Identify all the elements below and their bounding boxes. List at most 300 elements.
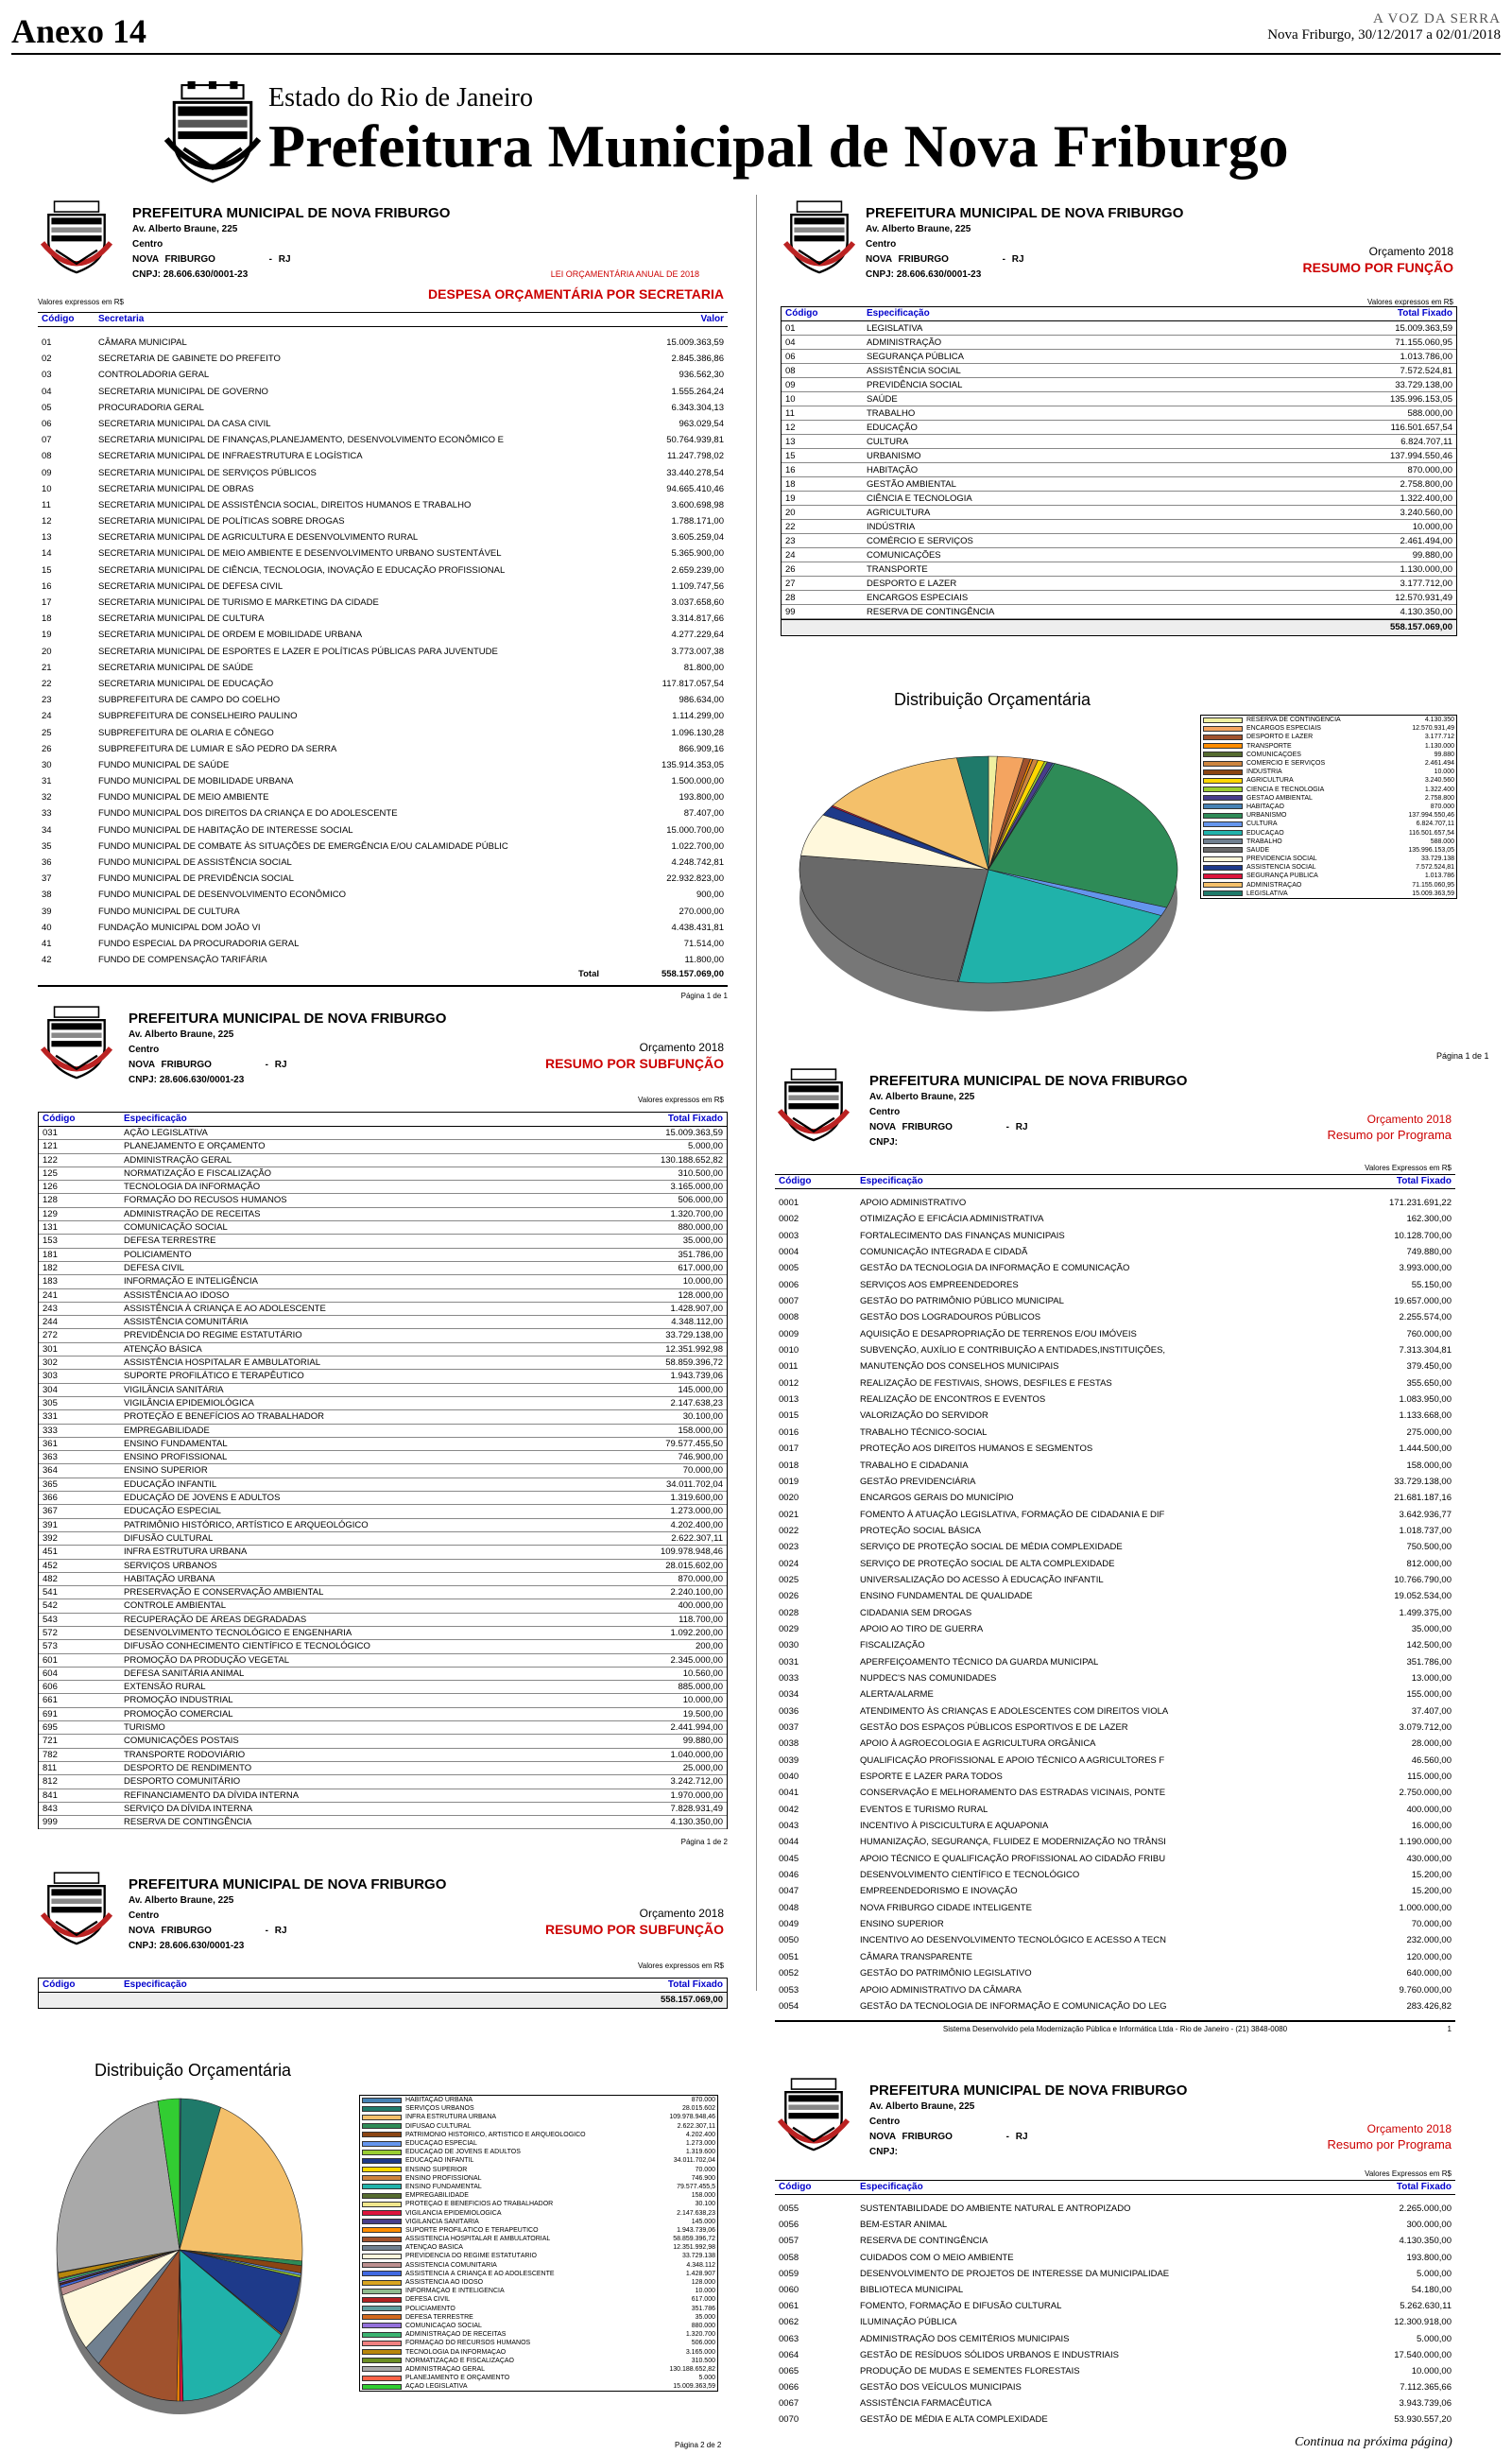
table-row bbox=[38, 595, 728, 611]
row-name: GESTÃO DO PATRIMÔNIO LEGISLATIVO bbox=[860, 1968, 1032, 1979]
row-name: SECRETARIA MUNICIPAL DE AGRICULTURA E DESENVOLVIMENTO RURAL bbox=[98, 532, 419, 544]
table-row bbox=[38, 448, 728, 464]
table-row bbox=[775, 1605, 1455, 1621]
legend-item bbox=[1201, 751, 1456, 759]
row-value: 1.040.000,00 bbox=[670, 1749, 723, 1760]
row-value: 10.000,00 bbox=[1411, 2365, 1452, 2376]
legend-item bbox=[1201, 872, 1456, 880]
row-code: 183 bbox=[43, 1276, 58, 1287]
row-code: 0018 bbox=[779, 1460, 799, 1471]
legend-item bbox=[360, 2339, 717, 2347]
table-row bbox=[775, 1900, 1455, 1916]
row-code: 843 bbox=[43, 1803, 58, 1814]
row-value: 1.022.700,00 bbox=[671, 840, 724, 852]
row-value: 1.133.668,00 bbox=[1399, 1410, 1452, 1422]
legend-swatch bbox=[362, 2262, 402, 2268]
legend-value: 135.996.153,05 bbox=[1408, 846, 1454, 854]
row-code: 0055 bbox=[779, 2203, 799, 2214]
row-name: OTIMIZAÇÃO E EFICÁCIA ADMINISTRATIVA bbox=[860, 1214, 1044, 1225]
row-name: EMPREENDEDORISMO E INOVAÇÃO bbox=[860, 1886, 1018, 1897]
row-name: HABITAÇÃO URBANA bbox=[124, 1573, 215, 1584]
table-row bbox=[39, 1221, 727, 1235]
table-header: Código Especificação Total Fixado bbox=[775, 2180, 1455, 2195]
row-value: 1.444.500,00 bbox=[1399, 1443, 1452, 1455]
legend-swatch bbox=[1203, 873, 1243, 879]
org-name: PREFEITURA MUNICIPAL DE NOVA FRIBURGO bbox=[129, 1011, 447, 1027]
table-row bbox=[38, 789, 728, 805]
row-value: 193.800,00 bbox=[1406, 2252, 1452, 2263]
row-name: EVENTOS E TURISMO RURAL bbox=[860, 1804, 988, 1815]
row-value: 986.634,00 bbox=[679, 695, 724, 706]
row-name: CULTURA bbox=[867, 437, 909, 447]
legend-swatch bbox=[362, 2366, 402, 2372]
row-name: SUBPREFEITURA DE CAMPO DO COELHO bbox=[98, 695, 281, 706]
legend-value: 870.000 bbox=[691, 2097, 715, 2104]
table-row bbox=[775, 2395, 1455, 2411]
row-value: 3.600.698,98 bbox=[671, 499, 724, 510]
row-value: 19.500,00 bbox=[682, 1708, 723, 1720]
legend-label: ASSISTÊNCIA COMUNITÁRIA bbox=[405, 2261, 497, 2269]
legend-swatch bbox=[362, 2280, 402, 2286]
legend-value: 7.572.524,81 bbox=[1416, 864, 1454, 872]
row-value: 270.000,00 bbox=[679, 906, 724, 917]
legend-label: EDUCAÇÃO bbox=[1246, 829, 1284, 837]
row-value: 351.786,00 bbox=[1406, 1656, 1452, 1668]
row-value: 1.190.000,00 bbox=[1399, 1837, 1452, 1848]
row-value: 116.501.657,54 bbox=[1390, 423, 1452, 433]
row-name: SERVIÇO DE PROTEÇÃO SOCIAL DE ALTA COMPLEXIDADE bbox=[860, 1558, 1115, 1569]
pie-chart bbox=[781, 709, 1196, 1021]
table-row bbox=[775, 2363, 1455, 2379]
org-district: Centro bbox=[866, 239, 897, 250]
row-name: UNIVERSALIZAÇÃO DO ACESSO À EDUCAÇÃO INFANTIL bbox=[860, 1574, 1104, 1585]
row-value: 640.000,00 bbox=[1406, 1968, 1452, 1979]
table-row bbox=[39, 1275, 727, 1288]
continue-note: Continua na próxima página) bbox=[1295, 2435, 1452, 2449]
legend-label: RESERVA DE CONTINGÊNCIA bbox=[1246, 717, 1341, 724]
row-code: 0067 bbox=[779, 2398, 799, 2410]
legend-label: COMUNICAÇÕES bbox=[1246, 751, 1301, 758]
row-code: 0062 bbox=[779, 2317, 799, 2328]
legend-label: ADMINISTRAÇÃO GERAL bbox=[405, 2365, 486, 2373]
legend-item bbox=[1201, 724, 1456, 733]
row-code: 08 bbox=[785, 366, 796, 376]
row-name: EMPREGABILIDADE bbox=[124, 1425, 210, 1436]
legend-value: 6.824.707,11 bbox=[1416, 821, 1454, 828]
row-value: 142.500,00 bbox=[1406, 1640, 1452, 1651]
table-row bbox=[775, 1458, 1455, 1474]
row-name: ENCARGOS GERAIS DO MUNICÍPIO bbox=[860, 1493, 1014, 1504]
row-value: 4.277.229,64 bbox=[671, 630, 724, 641]
row-name: FUNDO MUNICIPAL DE DESENVOLVIMENTO ECONÔMICO bbox=[98, 890, 346, 901]
row-name: URBANISMO bbox=[867, 451, 921, 461]
legend-swatch bbox=[362, 2132, 402, 2137]
org-address: Av. Alberto Braune, 225 bbox=[129, 1029, 234, 1040]
row-code: 33 bbox=[42, 808, 52, 820]
table-row bbox=[775, 1753, 1455, 1769]
row-code: 05 bbox=[42, 402, 52, 413]
paper-date: Nova Friburgo, 30/12/2017 a 02/01/2018 bbox=[1267, 27, 1501, 43]
row-code: 452 bbox=[43, 1560, 58, 1571]
row-value: 25.000,00 bbox=[682, 1762, 723, 1773]
legend-swatch bbox=[1203, 769, 1243, 775]
report-header bbox=[38, 1870, 728, 1978]
row-value: 118.700,00 bbox=[679, 1614, 723, 1625]
row-value: 22.932.823,00 bbox=[666, 873, 724, 885]
row-value: 137.994.550,46 bbox=[1389, 451, 1452, 461]
row-value: 7.112.365,66 bbox=[1400, 2382, 1452, 2394]
row-value: 2.750.000,00 bbox=[1399, 1788, 1452, 1799]
row-value: 880.000,00 bbox=[678, 1222, 723, 1234]
row-name: APOIO AO TIRO DE GUERRA bbox=[860, 1623, 984, 1634]
legend-swatch bbox=[362, 2158, 402, 2164]
row-value: 28.015.602,00 bbox=[665, 1560, 723, 1571]
row-name: DESPORTO DE RENDIMENTO bbox=[124, 1762, 252, 1773]
table-row bbox=[775, 1425, 1455, 1441]
row-code: 10 bbox=[42, 483, 52, 494]
legend-value: 1.130.000 bbox=[1424, 742, 1454, 750]
row-value: 4.438.431,81 bbox=[671, 922, 724, 933]
legend-value: 15.009.363,59 bbox=[1412, 890, 1454, 897]
table-row bbox=[38, 351, 728, 367]
table-row bbox=[39, 1668, 727, 1681]
table-row bbox=[782, 435, 1456, 449]
row-code: 0030 bbox=[779, 1640, 799, 1651]
row-code: 606 bbox=[43, 1682, 58, 1693]
legend-item bbox=[360, 2174, 717, 2183]
table-row bbox=[38, 725, 728, 741]
row-name: CONSERVAÇÃO E MELHORAMENTO DAS ESTRADAS VICINAIS, PONTE bbox=[860, 1788, 1166, 1799]
row-value: 232.000,00 bbox=[1406, 1935, 1452, 1946]
legend-swatch bbox=[1203, 865, 1243, 871]
legend-item bbox=[360, 2139, 717, 2148]
table-row bbox=[39, 1181, 727, 1194]
row-value: 812.000,00 bbox=[1406, 1558, 1452, 1569]
row-name: ASSISTÊNCIA SOCIAL bbox=[867, 366, 961, 376]
legend-swatch bbox=[1203, 752, 1243, 757]
row-value: 7.572.524,81 bbox=[1400, 366, 1452, 376]
row-value: 885.000,00 bbox=[678, 1682, 723, 1693]
row-code: 153 bbox=[43, 1236, 58, 1247]
subfuncao-chart bbox=[38, 2061, 737, 2439]
row-value: 128.000,00 bbox=[678, 1289, 723, 1301]
legend-value: 2.758.800 bbox=[1424, 794, 1454, 802]
table-row bbox=[38, 741, 728, 757]
row-code: 0003 bbox=[779, 1230, 799, 1241]
row-code: 364 bbox=[43, 1465, 58, 1477]
row-code: 15 bbox=[42, 564, 52, 576]
row-value: 10.128.700,00 bbox=[1394, 1230, 1452, 1241]
row-value: 87.407,00 bbox=[683, 808, 724, 820]
table-row bbox=[775, 1720, 1455, 1736]
legend-swatch bbox=[362, 2150, 402, 2155]
table-row bbox=[38, 805, 728, 821]
legend-item bbox=[1201, 794, 1456, 803]
row-value: 3.773.007,38 bbox=[671, 646, 724, 657]
row-code: 0028 bbox=[779, 1607, 799, 1618]
table-row bbox=[775, 1883, 1455, 1899]
row-name: SECRETARIA MUNICIPAL DE DEFESA CIVIL bbox=[98, 580, 284, 592]
legend-swatch bbox=[362, 2323, 402, 2328]
table-row bbox=[38, 838, 728, 855]
row-name: ASSISTÊNCIA AO IDOSO bbox=[124, 1289, 230, 1301]
legend-swatch bbox=[362, 2271, 402, 2276]
legend-value: 28.015.602 bbox=[681, 2105, 715, 2113]
row-value: 506.000,00 bbox=[678, 1195, 723, 1206]
row-name: DIFUSÃO CONHECIMENTO CIENTÍFICO E TECNOLÓGICO bbox=[124, 1641, 370, 1652]
row-name: APOIO ADMINISTRATIVO bbox=[860, 1198, 967, 1208]
row-value: 588.000,00 bbox=[1407, 408, 1452, 419]
row-value: 13.000,00 bbox=[1411, 1672, 1452, 1684]
budget-year: Orçamento 2018 bbox=[1366, 2122, 1452, 2135]
row-name: ENCARGOS ESPECIAIS bbox=[867, 593, 969, 603]
row-code: 0007 bbox=[779, 1296, 799, 1307]
row-name: COMUNICAÇÕES bbox=[867, 550, 941, 561]
row-value: 430.000,00 bbox=[1406, 1853, 1452, 1864]
legend-item bbox=[1201, 803, 1456, 811]
page-number: Página 1 de 1 bbox=[680, 991, 728, 1000]
legend-swatch bbox=[1203, 821, 1243, 827]
row-value: 135.996.153,05 bbox=[1389, 394, 1452, 405]
legend-label: SAÚDE bbox=[1246, 846, 1270, 854]
table-row bbox=[775, 1769, 1455, 1785]
legend-value: 33.729.138 bbox=[1420, 855, 1454, 863]
org-name: PREFEITURA MUNICIPAL DE NOVA FRIBURGO bbox=[869, 1073, 1188, 1089]
resumo-por-funcao bbox=[781, 199, 1457, 636]
table-row bbox=[39, 1235, 727, 1248]
table-row bbox=[782, 392, 1456, 406]
org-cnpj: CNPJ: 28.606.630/0001-23 bbox=[132, 269, 249, 280]
table-row bbox=[775, 1523, 1455, 1539]
row-code: 13 bbox=[42, 532, 52, 544]
row-name: SUBVENÇÃO, AUXÍLIO E CONTRIBUIÇÃO A ENTIDADES,INSTITUIÇÕES, bbox=[860, 1345, 1166, 1357]
row-name: NOVA FRIBURGO CIDADE INTELIGENTE bbox=[860, 1902, 1032, 1913]
row-name: COMÉRCIO E SERVIÇOS bbox=[867, 536, 973, 546]
row-code: 0045 bbox=[779, 1853, 799, 1864]
legend-swatch bbox=[362, 2289, 402, 2294]
row-value: 7.828.931,49 bbox=[670, 1803, 723, 1814]
legend-label: AGRICULTURA bbox=[1246, 777, 1294, 785]
legend-swatch bbox=[362, 2332, 402, 2338]
legend-label: TRANSPORTE bbox=[1246, 742, 1292, 750]
row-value: 15.200,00 bbox=[1411, 1870, 1452, 1881]
row-value: 33.440.278,54 bbox=[666, 467, 724, 478]
legend-swatch bbox=[362, 2254, 402, 2259]
row-name: DEFESA CIVIL bbox=[124, 1262, 184, 1273]
row-name: AQUISIÇÃO E DESAPROPRIAÇÃO DE TERRENOS E/OU IMÓVEIS bbox=[860, 1328, 1137, 1339]
org-address: Av. Alberto Braune, 225 bbox=[869, 2101, 975, 2112]
row-name: PREVIDÊNCIA DO REGIME ESTATUTÁRIO bbox=[124, 1330, 302, 1341]
legend-value: 130.188.652,82 bbox=[669, 2365, 715, 2373]
row-code: 999 bbox=[43, 1817, 58, 1828]
row-code: 0025 bbox=[779, 1574, 799, 1585]
table-row bbox=[775, 2250, 1455, 2266]
legend-item bbox=[1201, 768, 1456, 776]
row-value: 866.909,16 bbox=[679, 743, 724, 754]
legend-swatch bbox=[1203, 743, 1243, 749]
table-row bbox=[782, 506, 1456, 520]
legend-value: 617.000 bbox=[691, 2296, 715, 2304]
table-row bbox=[39, 1640, 727, 1653]
row-value: 1.013.786,00 bbox=[1400, 352, 1452, 362]
table-row bbox=[775, 1867, 1455, 1883]
row-code: 542 bbox=[43, 1600, 58, 1612]
table-row bbox=[775, 1556, 1455, 1572]
table-row bbox=[39, 1505, 727, 1518]
legend-swatch bbox=[1203, 830, 1243, 836]
table-row bbox=[775, 1441, 1455, 1457]
row-name: EDUCAÇÃO INFANTIL bbox=[124, 1478, 217, 1490]
row-value: 28.000,00 bbox=[1411, 1738, 1452, 1750]
row-name: SUBPREFEITURA DE OLARIA E CÔNEGO bbox=[98, 727, 274, 738]
table-row bbox=[39, 1410, 727, 1424]
table-row bbox=[782, 492, 1456, 506]
row-code: 19 bbox=[785, 493, 796, 504]
table-row bbox=[775, 1637, 1455, 1653]
row-value: 35.000,00 bbox=[1411, 1623, 1452, 1634]
funcao-chart bbox=[781, 681, 1480, 1040]
legend-value: 870.000 bbox=[1430, 803, 1454, 810]
row-name: DESENVOLVIMENTO DE PROJETOS DE INTERESSE DA MUNICIPALIDAE bbox=[860, 2268, 1170, 2279]
org-city: NOVA FRIBURGO - RJ bbox=[866, 254, 1024, 265]
row-name: PROCURADORIA GERAL bbox=[98, 402, 204, 413]
legend-label: HABITAÇÃO bbox=[1246, 803, 1284, 810]
row-value: 760.000,00 bbox=[1406, 1328, 1452, 1339]
table-body bbox=[38, 1127, 728, 1829]
row-code: 573 bbox=[43, 1641, 58, 1652]
row-value: 5.365.900,00 bbox=[671, 548, 724, 560]
row-value: 4.202.400,00 bbox=[670, 1519, 723, 1530]
total-row: 558.157.069,00 bbox=[38, 1993, 728, 2009]
row-name: TRABALHO bbox=[867, 408, 916, 419]
row-name: CIDADANIA SEM DROGAS bbox=[860, 1607, 972, 1618]
legend-swatch bbox=[362, 2193, 402, 2199]
legend-value: 158.000 bbox=[691, 2192, 715, 2200]
row-value: 1.114.299,00 bbox=[672, 711, 724, 722]
table-row bbox=[38, 936, 728, 952]
table-row bbox=[39, 1154, 727, 1167]
legend-label: VIGILÂNCIA EPIDEMIOLÓGICA bbox=[405, 2209, 502, 2217]
table-body bbox=[775, 1189, 1455, 2014]
report-header bbox=[781, 199, 1457, 306]
row-name: SECRETARIA MUNICIPAL DE ASSISTÊNCIA SOCIAL, DIREITOS HUMANOS E TRABALHO bbox=[98, 499, 472, 510]
row-value: 3.943.739,06 bbox=[1399, 2398, 1452, 2410]
row-code: 18 bbox=[42, 614, 52, 625]
row-value: 50.764.939,81 bbox=[666, 435, 724, 446]
row-value: 1.273.000,00 bbox=[670, 1506, 723, 1517]
legend-value: 351.786 bbox=[691, 2305, 715, 2312]
row-code: 0052 bbox=[779, 1968, 799, 1979]
legend-swatch bbox=[1203, 717, 1243, 723]
row-code: 25 bbox=[42, 727, 52, 738]
row-value: 283.426,82 bbox=[1406, 2000, 1452, 2012]
legend-item bbox=[1201, 838, 1456, 846]
row-value: 870.000,00 bbox=[1407, 465, 1452, 475]
row-value: 145.000,00 bbox=[678, 1384, 723, 1395]
row-name: SECRETARIA MUNICIPAL DE INFRAESTRUTURA E LOGÍSTICA bbox=[98, 451, 363, 462]
legend-swatch bbox=[362, 2306, 402, 2311]
table-row bbox=[39, 1735, 727, 1748]
legend-label: VIGILÂNCIA SANITÁRIA bbox=[405, 2218, 479, 2225]
resumo-por-subfuncao-2 bbox=[38, 1870, 728, 2009]
row-code: 811 bbox=[43, 1762, 58, 1773]
row-code: 0040 bbox=[779, 1771, 799, 1783]
table-row bbox=[775, 1309, 1455, 1325]
row-value: 1.500.000,00 bbox=[671, 776, 724, 787]
unit-label: Valores Expressos em R$ bbox=[1365, 2169, 1452, 2178]
legend-value: 34.011.702,04 bbox=[673, 2157, 715, 2165]
row-code: 06 bbox=[42, 418, 52, 429]
legend-value: 588.000 bbox=[1430, 838, 1454, 845]
row-name: TRABALHO E CIDADANIA bbox=[860, 1460, 969, 1471]
row-name: FUNDO MUNICIPAL DE MEIO AMBIENTE bbox=[98, 792, 269, 804]
row-value: 4.130.350,00 bbox=[670, 1817, 723, 1828]
table-row bbox=[38, 465, 728, 481]
row-code: 08 bbox=[42, 451, 52, 462]
legend-label: ASSISTÊNCIA À CRIANÇA E AO ADOLESCENTE bbox=[405, 2270, 555, 2277]
row-value: 1.096.130,28 bbox=[671, 727, 724, 738]
row-value: 11.247.798,02 bbox=[666, 451, 724, 462]
row-code: 16 bbox=[42, 580, 52, 592]
row-code: 365 bbox=[43, 1478, 58, 1490]
row-value: 34.011.702,04 bbox=[665, 1478, 723, 1490]
legend-swatch bbox=[362, 2384, 402, 2390]
row-name: APERFEIÇOAMENTO TÉCNICO DA GUARDA MUNICIPAL bbox=[860, 1656, 1099, 1668]
row-code: 812 bbox=[43, 1776, 58, 1788]
crest-icon bbox=[775, 2076, 852, 2157]
row-name: ENSINO SUPERIOR bbox=[860, 1919, 944, 1930]
row-code: 26 bbox=[42, 743, 52, 754]
row-value: 1.788.171,00 bbox=[671, 516, 724, 527]
table-row bbox=[782, 520, 1456, 534]
row-name: FUNDO MUNICIPAL DE ASSISTÊNCIA SOCIAL bbox=[98, 857, 292, 868]
row-value: 3.079.712,00 bbox=[1399, 1722, 1452, 1733]
legend-value: 2.622.307,11 bbox=[677, 2122, 715, 2130]
report-header bbox=[38, 1004, 728, 1112]
legend-value: 128.000 bbox=[691, 2279, 715, 2287]
legend-label: NORMATIZAÇÃO E FISCALIZAÇÃO bbox=[405, 2357, 514, 2364]
row-code: 26 bbox=[785, 564, 796, 575]
legend-label: CULTURA bbox=[1246, 821, 1278, 828]
legend-item bbox=[360, 2218, 717, 2226]
legend-value: 3.240.560 bbox=[1424, 777, 1454, 785]
row-name: RESERVA DE CONTINGÊNCIA bbox=[124, 1817, 252, 1828]
table-row bbox=[775, 2282, 1455, 2298]
row-name: APOIO À AGROECOLOGIA E AGRICULTURA ORGÂNICA bbox=[860, 1738, 1096, 1750]
coat-of-arms-icon bbox=[163, 81, 263, 187]
row-code: 22 bbox=[42, 678, 52, 689]
table-row bbox=[39, 1140, 727, 1153]
row-name: COMUNICAÇÃO SOCIAL bbox=[124, 1222, 228, 1234]
legend-value: 746.900 bbox=[691, 2174, 715, 2182]
table-row bbox=[39, 1532, 727, 1546]
table-row bbox=[782, 406, 1456, 421]
row-code: 15 bbox=[785, 451, 796, 461]
table-row bbox=[775, 1785, 1455, 1801]
row-code: 0009 bbox=[779, 1328, 799, 1339]
row-code: 13 bbox=[785, 437, 796, 447]
legend-item bbox=[1201, 863, 1456, 872]
legend-item bbox=[360, 2357, 717, 2365]
row-value: 3.993.000,00 bbox=[1399, 1263, 1452, 1274]
despesa-por-secretaria bbox=[38, 199, 728, 1000]
table-row bbox=[782, 350, 1456, 364]
row-name: INFRA ESTRUTURA URBANA bbox=[124, 1547, 248, 1558]
pie-slice bbox=[799, 855, 988, 981]
legend-item bbox=[1201, 820, 1456, 828]
row-code: 38 bbox=[42, 890, 52, 901]
report-header bbox=[38, 199, 728, 312]
